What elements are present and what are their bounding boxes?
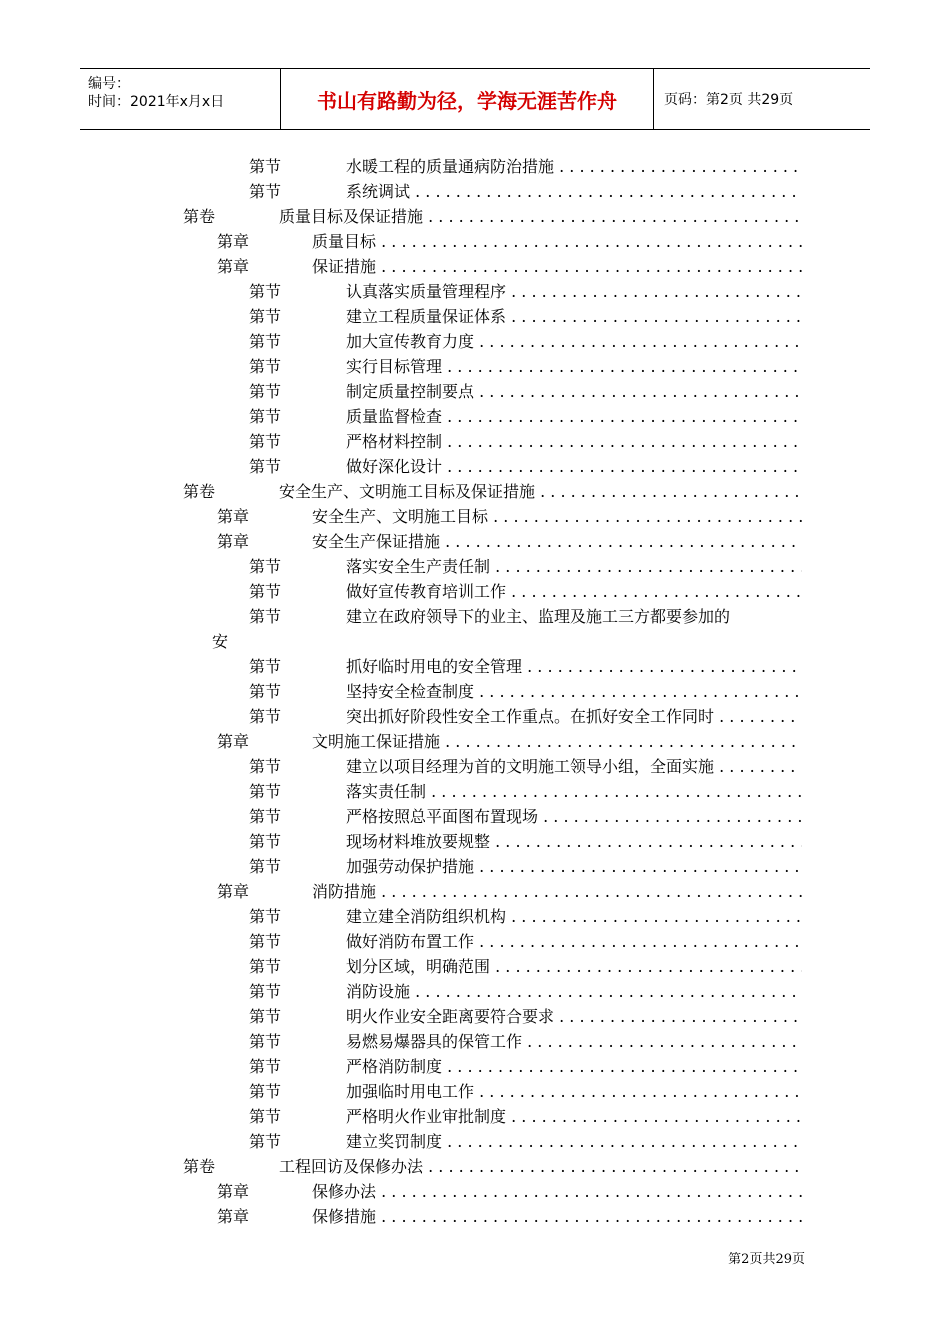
- toc-entry-label: 第章: [217, 1182, 250, 1201]
- toc-entry-label: 第节: [249, 432, 282, 451]
- toc-entry-title: 严格按照总平面图布置现场 . . .: [346, 804, 802, 829]
- toc-entry: [0, 279, 950, 304]
- toc-entry: [0, 829, 950, 854]
- toc-entry-label: 第节: [249, 307, 282, 326]
- toc-entry-label: 第节: [249, 357, 282, 376]
- toc-entry-title: 严格消防制度 . . .: [346, 1054, 802, 1079]
- toc-entry-label: 第章: [217, 1207, 250, 1226]
- toc-entry: [0, 1204, 950, 1229]
- toc-entry-label: 第节: [249, 832, 282, 851]
- toc-entry-label: 第节: [249, 1057, 282, 1076]
- toc-entry: [0, 504, 950, 529]
- toc-entry-title: 水暖工程的质量通病防治措施 . . .: [346, 154, 802, 179]
- toc-entry-label: 第节: [249, 157, 282, 176]
- header-meta: [80, 69, 280, 129]
- toc-entry: [0, 404, 950, 429]
- toc-entry-label: 第节: [249, 607, 282, 626]
- code-label: 编号：: [88, 76, 130, 92]
- toc-entry: [0, 679, 950, 704]
- toc-entry: [0, 929, 950, 954]
- toc-entry-label: 第节: [249, 757, 282, 776]
- toc-entry: [0, 954, 950, 979]
- toc-entry-title: 安全生产、文明施工目标 . . .: [312, 504, 802, 529]
- page-header: [80, 68, 870, 130]
- toc-entry-title: 加大宣传教育力度 . . .: [346, 329, 802, 354]
- toc-entry: [0, 229, 950, 254]
- toc-entry-title: 加强劳动保护措施 . . .: [346, 854, 802, 879]
- toc-entry-label: 第节: [249, 857, 282, 876]
- toc-entry: [0, 604, 950, 629]
- toc-entry-title: 建立奖罚制度 . . .: [346, 1129, 802, 1154]
- toc-entry: [0, 879, 950, 904]
- toc-entry: [0, 329, 950, 354]
- toc-entry-label: 第节: [249, 582, 282, 601]
- toc-entry-label: 第节: [249, 657, 282, 676]
- toc-entry-label: 第卷: [183, 482, 216, 501]
- toc-entry-label: 第章: [217, 882, 250, 901]
- toc-entry-title: 突出抓好阶段性安全工作重点。在抓好安全工作同时 . . .: [346, 704, 802, 729]
- toc-entry-title: 安全生产保证措施 . . .: [312, 529, 802, 554]
- toc-entry: [0, 754, 950, 779]
- toc-entry-title: 落实责任制 . . .: [346, 779, 802, 804]
- toc-entry: [0, 154, 950, 179]
- toc-entry-title: 做好深化设计 . . .: [346, 454, 802, 479]
- toc-entry-label: 第节: [249, 557, 282, 576]
- toc-entry-label: 第节: [249, 1007, 282, 1026]
- toc-entry: [0, 854, 950, 879]
- toc-entry-label: 第节: [249, 807, 282, 826]
- toc-entry-label: 第节: [249, 707, 282, 726]
- toc-entry-title: 现场材料堆放要规整 . . .: [346, 829, 802, 854]
- toc-entry: [0, 1054, 950, 1079]
- toc-entry-title: 文明施工保证措施 . . .: [312, 729, 802, 754]
- toc-entry: [0, 629, 950, 654]
- toc-entry-label: 第节: [249, 1132, 282, 1151]
- toc-entry: [0, 304, 950, 329]
- toc-entry-title: 认真落实质量管理程序 . . .: [346, 279, 802, 304]
- toc-entry-title: 消防措施 . . .: [312, 879, 802, 904]
- toc-entry-label: 第节: [249, 682, 282, 701]
- toc-entry-label: 第节: [249, 932, 282, 951]
- toc-entry-label: 第卷: [183, 1157, 216, 1176]
- toc-entry-label: 第章: [217, 232, 250, 251]
- toc-entry-label: 第节: [249, 382, 282, 401]
- toc-entry: [0, 1079, 950, 1104]
- toc-entry: [0, 654, 950, 679]
- toc-entry: [0, 379, 950, 404]
- header-page-info: 页码：第2页 共29页: [664, 92, 794, 108]
- toc-entry-label: 第节: [249, 1082, 282, 1101]
- toc-entry-label: 第章: [217, 732, 250, 751]
- toc-entry: [0, 254, 950, 279]
- toc-entry-label: 第节: [249, 182, 282, 201]
- toc-entry-title: 划分区域，明确范围 . . .: [346, 954, 802, 979]
- toc-entry: [0, 429, 950, 454]
- toc-entry: [0, 1129, 950, 1154]
- toc-entry: [0, 1179, 950, 1204]
- toc-entry-title: 实行目标管理 . . .: [346, 354, 802, 379]
- toc-entry-label: 第节: [249, 1032, 282, 1051]
- toc-entry-title: 质量监督检查 . . .: [346, 404, 802, 429]
- toc-entry-title: 质量目标及保证措施 . . .: [279, 204, 802, 229]
- toc-entry: [0, 204, 950, 229]
- toc-entry-title: 建立建全消防组织机构 . . .: [346, 904, 802, 929]
- toc-entry-title: 消防设施 . . .: [346, 979, 802, 1004]
- toc-entry-title: 建立在政府领导下的业主、监理及施工三方都要参加的: [346, 607, 731, 626]
- toc-entry-title: 制定质量控制要点 . . .: [346, 379, 802, 404]
- page-footer: 第2页共29页: [728, 1252, 805, 1267]
- toc-entry-label: 第节: [249, 907, 282, 926]
- toc-entry-label: 第节: [249, 957, 282, 976]
- toc-entry: [0, 1104, 950, 1129]
- toc-entry: [0, 804, 950, 829]
- toc-entry-title: 严格材料控制 . . .: [346, 429, 802, 454]
- toc-entry-title: 建立工程质量保证体系 . . .: [346, 304, 802, 329]
- toc-entry-title: 保修办法 . . .: [312, 1179, 802, 1204]
- toc-entry: [0, 729, 950, 754]
- toc-entry-title: 做好消防布置工作 . . .: [346, 929, 802, 954]
- toc-entry: [0, 479, 950, 504]
- toc-entry-title: 加强临时用电工作 . . .: [346, 1079, 802, 1104]
- toc-entry: [0, 904, 950, 929]
- toc-entry: [0, 979, 950, 1004]
- toc-entry-label: 第节: [249, 332, 282, 351]
- toc-entry-title: 落实安全生产责任制 . . .: [346, 554, 802, 579]
- toc-entry-label: 第节: [249, 407, 282, 426]
- table-of-contents: [0, 154, 950, 1229]
- toc-entry-title: 易燃易爆器具的保管工作 . . .: [346, 1029, 802, 1054]
- toc-entry: [0, 779, 950, 804]
- toc-entry: [0, 179, 950, 204]
- toc-entry-label: 第节: [249, 457, 282, 476]
- toc-entry-title: 明火作业安全距离要符合要求 . . .: [346, 1004, 802, 1029]
- toc-entry: [0, 1004, 950, 1029]
- toc-entry-label: 第节: [249, 1107, 282, 1126]
- time-label: 时间：2021年x月x日: [88, 94, 225, 110]
- toc-entry-title: 保证措施 . . .: [312, 254, 802, 279]
- toc-entry: [0, 1154, 950, 1179]
- toc-entry-title: 工程回访及保修办法 . . .: [279, 1154, 802, 1179]
- header-motto: 书山有路勤为径，学海无涯苦作舟: [317, 88, 617, 113]
- toc-entry-title: 系统调试 . . .: [346, 179, 802, 204]
- toc-entry-title: 安全生产、文明施工目标及保证措施 . . .: [279, 479, 802, 504]
- toc-entry: [0, 1029, 950, 1054]
- toc-entry-title: 建立以项目经理为首的文明施工领导小组，全面实施 . . .: [346, 754, 802, 779]
- toc-entry-title: 坚持安全检查制度 . . .: [346, 679, 802, 704]
- toc-entry-title: 严格明火作业审批制度 . . .: [346, 1104, 802, 1129]
- toc-entry-title: 保修措施 . . .: [312, 1204, 802, 1229]
- toc-entry-label: 第节: [249, 282, 282, 301]
- toc-entry-label: 第章: [217, 532, 250, 551]
- toc-entry: [0, 354, 950, 379]
- toc-entry-label: 第章: [217, 507, 250, 526]
- toc-entry: [0, 554, 950, 579]
- toc-entry: [0, 579, 950, 604]
- toc-entry-label: 第章: [217, 257, 250, 276]
- toc-entry-label: 第卷: [183, 207, 216, 226]
- toc-entry: [0, 704, 950, 729]
- toc-entry-title: 抓好临时用电的安全管理 . . .: [346, 654, 802, 679]
- toc-entry-title: 安: [212, 632, 229, 651]
- toc-entry: [0, 454, 950, 479]
- toc-entry-label: 第节: [249, 982, 282, 1001]
- toc-entry-title: 质量目标 . . .: [312, 229, 802, 254]
- toc-entry-title: 做好宣传教育培训工作 . . .: [346, 579, 802, 604]
- toc-entry: [0, 529, 950, 554]
- toc-entry-label: 第节: [249, 782, 282, 801]
